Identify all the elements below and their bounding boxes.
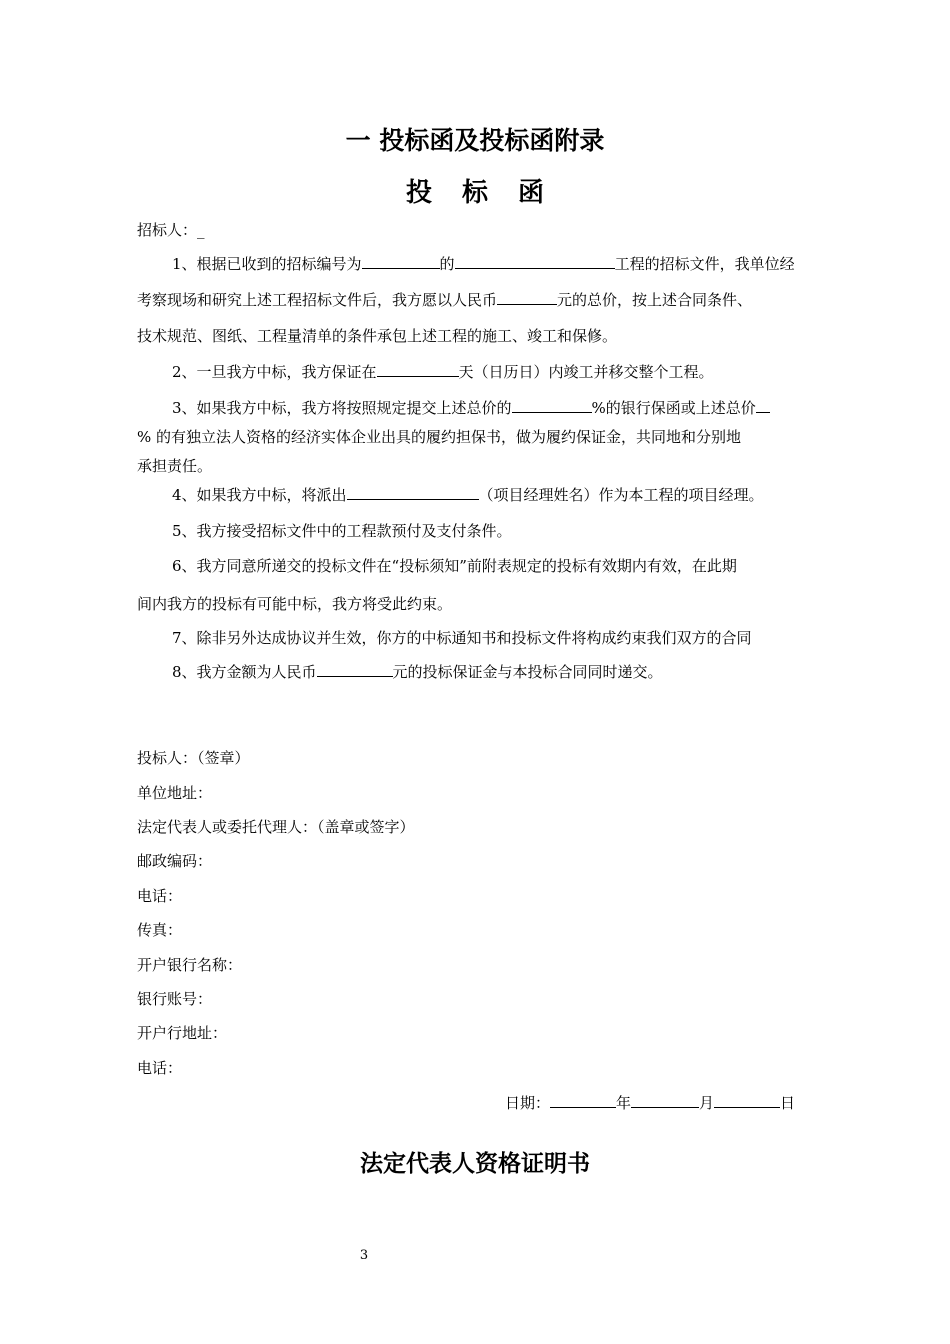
fax-label: 传真：	[137, 921, 183, 939]
item-1-text-b: 的	[439, 255, 455, 273]
item-4	[172, 484, 764, 506]
day-label: 日	[780, 1094, 796, 1112]
section-title: 法定代表人资格证明书	[360, 1151, 590, 1177]
bond-percent-blank	[756, 397, 770, 413]
month-blank	[631, 1092, 699, 1108]
tenderer-label: 招标人：_	[137, 221, 205, 239]
item-5: 5、我方接受招标文件中的工程款预付及支付条件。	[172, 522, 512, 540]
item-3-text-b: %的银行保函或上述总价	[591, 399, 756, 417]
item-1-line-3: 技术规范、图纸、工程量清单的条件承包上述工程的施工、竣工和保修。	[137, 327, 618, 345]
item-2-text-a: 2、一旦我方中标，我方保证在	[172, 363, 377, 381]
date-line	[505, 1092, 795, 1114]
item-1-text-c: 工程的招标文件，我单位经	[614, 255, 795, 273]
manager-name-blank	[347, 484, 479, 500]
account-label: 银行账号：	[137, 990, 213, 1008]
bank-address-label: 开户行地址：	[137, 1024, 228, 1042]
phone-label: 电话：	[137, 887, 183, 905]
deposit-amount-blank	[317, 661, 393, 677]
month-label: 月	[699, 1094, 715, 1112]
date-label: 日期：	[505, 1094, 551, 1112]
item-6-line-2: 间内我方的投标有可能中标，我方将受此约束。	[137, 595, 453, 613]
page-number: 3	[359, 1248, 369, 1263]
item-3-line-1	[172, 397, 770, 419]
address-label: 单位地址：	[137, 784, 213, 802]
item-4-text-b: （项目经理姓名）作为本工程的项目经理。	[478, 486, 764, 504]
year-blank	[550, 1092, 616, 1108]
item-7: 7、除非另外达成协议并生效，你方的中标通知书和投标文件将构成约束我们双方的合同	[172, 629, 752, 647]
main-title: 一 投标函及投标函附录	[345, 126, 605, 155]
bidder-signature-label: 投标人：（签章）	[137, 749, 250, 767]
item-1-line-2-text-b: 元的总价，按上述合同条件、	[557, 291, 753, 309]
item-4-text-a: 4、如果我方中标，将派出	[172, 486, 347, 504]
year-label: 年	[616, 1094, 632, 1112]
days-blank	[377, 361, 459, 377]
item-8	[172, 661, 663, 683]
day-blank	[714, 1092, 780, 1108]
sub-title: 投标函	[405, 178, 574, 208]
bank-name-label: 开户银行名称：	[137, 956, 243, 974]
total-price-blank	[497, 289, 557, 305]
item-6-line-1: 6、我方同意所递交的投标文件在“投标须知”前附表规定的投标有效期内有效，在此期	[172, 557, 737, 575]
postcode-label: 邮政编码：	[137, 852, 213, 870]
item-3-text-a: 3、如果我方中标，我方将按照规定提交上述总价的	[172, 399, 512, 417]
item-1-text-a: 1、根据已收到的招标编号为	[172, 255, 362, 273]
item-8-text-b: 元的投标保证金与本投标合同同时递交。	[392, 663, 663, 681]
item-8-text-a: 8、我方金额为人民币	[172, 663, 317, 681]
project-name-blank	[455, 253, 615, 269]
phone-2-label: 电话：	[137, 1059, 183, 1077]
item-3-line-3: 承担责任。	[137, 457, 213, 475]
representative-label: 法定代表人或委托代理人：（盖章或签字）	[137, 818, 415, 836]
item-1-line-1	[172, 253, 795, 275]
item-2-text-b: 天（日历日）内竣工并移交整个工程。	[458, 363, 714, 381]
item-1-line-2-text-a: 考察现场和研究上述工程招标文件后，我方愿以人民币	[137, 291, 498, 309]
item-1-line-2	[137, 289, 752, 311]
item-2	[172, 361, 714, 383]
guarantee-percent-blank	[512, 397, 592, 413]
bid-number-blank	[362, 253, 440, 269]
item-3-line-2: % 的有独立法人资格的经济实体企业出具的履约担保书，做为履约保证金，共同地和分别地	[137, 428, 742, 446]
